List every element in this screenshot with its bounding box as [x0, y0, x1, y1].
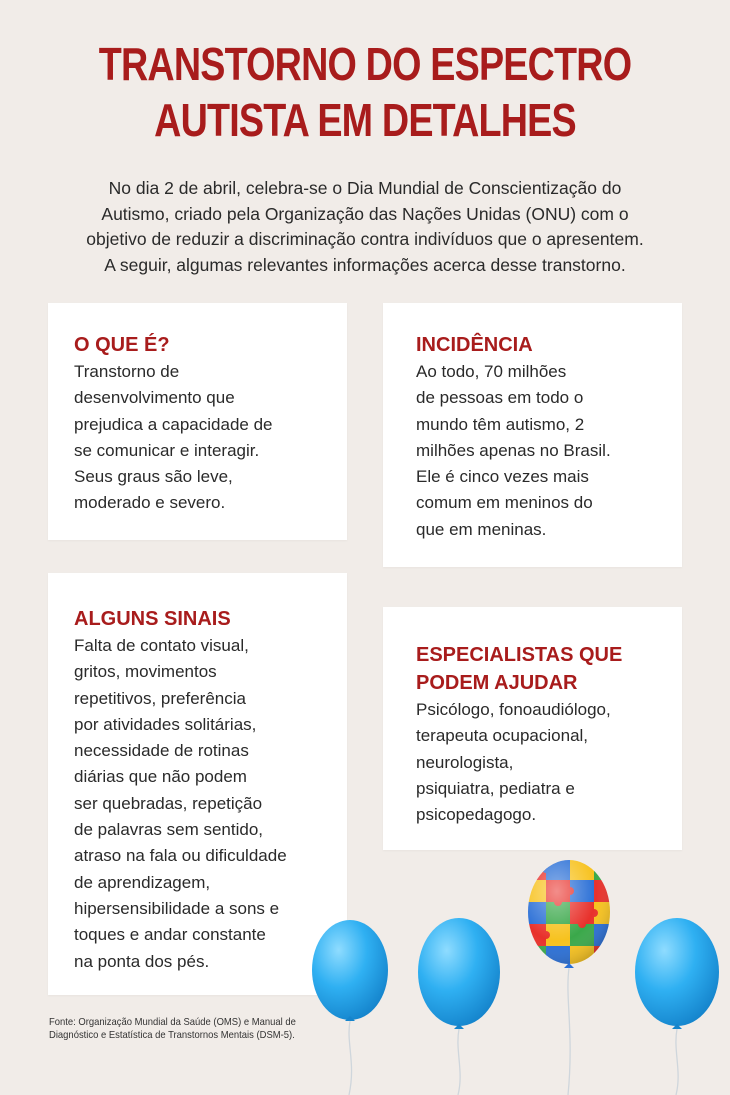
card-signs-heading: ALGUNS SINAIS — [74, 608, 231, 630]
card-incidence-line: Ao todo, 70 milhões — [416, 362, 567, 381]
intro-line: Autismo, criado pela Organização das Nações Unidas (ONU) com o — [101, 203, 629, 224]
card-what-is-line: se comunicar e interagir. — [74, 440, 260, 460]
card-signs-line: na ponta dos pés. — [74, 951, 210, 971]
card-what-is-line: Seus graus são leve, — [74, 467, 233, 487]
card-specialists-heading-2: PODEM AJUDAR — [416, 672, 578, 694]
card-specialists-line: Psicólogo, fonoaudiólogo, — [416, 700, 611, 719]
intro-line: objetivo de reduzir a discriminação contra indivíduos que o apresentem. — [86, 229, 644, 249]
card-incidence-line: comum em meninos do — [416, 493, 593, 513]
card-specialists-line: terapeuta ocupacional, — [416, 726, 589, 746]
card-signs-line: toques e andar constante — [74, 925, 266, 945]
card-specialists-heading-1: ESPECIALISTAS QUE — [416, 644, 623, 666]
card-signs-line: Falta de contato visual, — [74, 636, 249, 655]
card-incidence-line: mundo têm autismo, 2 — [416, 414, 585, 434]
card-incidence-line: Ele é cinco vezes mais — [416, 467, 589, 487]
card-signs-line: de aprendizagem, — [74, 872, 211, 892]
puzzle-balloon-icon — [522, 858, 616, 1095]
source-line-2: Diagnóstico e Estatística de Transtornos Mentais (DSM-5). — [49, 1029, 295, 1041]
card-signs-line: de palavras sem sentido, — [74, 820, 263, 840]
card-incidence-heading: INCIDÊNCIA — [416, 334, 533, 356]
page-title — [66, 36, 665, 148]
intro-line: A seguir, algumas relevantes informações acerca desse transtorno. — [104, 254, 626, 275]
card-signs-line: por atividades solitárias, — [74, 714, 257, 734]
card-what-is-heading: O QUE É? — [74, 334, 170, 356]
card-signs — [48, 573, 347, 995]
card-signs-line: hipersensibilidade a sons e — [74, 898, 280, 918]
source-line-1: Fonte: Organização Mundial da Saúde (OMS) e Manual de — [49, 1016, 296, 1028]
card-specialists-line: neurologista, — [416, 752, 514, 772]
card-signs-line: necessidade de rotinas — [74, 741, 249, 761]
card-signs-line: ser quebradas, repetição — [74, 793, 263, 813]
card-incidence-line: milhões apenas no Brasil. — [416, 440, 611, 460]
card-what-is-line: moderado e severo. — [74, 493, 226, 513]
source-note — [49, 1016, 296, 1042]
card-incidence-line: que em meninas. — [416, 519, 547, 539]
card-what-is — [48, 303, 347, 540]
card-specialists — [383, 607, 682, 850]
card-specialists-line: psiquiatra, pediatra e — [416, 778, 575, 798]
card-signs-line: diárias que não podem — [74, 767, 247, 787]
card-specialists-line: psicopedagogo. — [416, 805, 537, 825]
title-line-2: AUTISTA EM DETALHES — [154, 94, 576, 146]
title-line-1: TRANSTORNO DO ESPECTRO — [98, 38, 632, 90]
blue-balloon-icon — [630, 916, 724, 1095]
card-incidence — [383, 303, 682, 567]
blue-balloon-icon — [414, 916, 504, 1095]
intro-line: No dia 2 de abril, celebra-se o Dia Mundial de Conscientização do — [108, 178, 622, 198]
blue-balloon-icon — [308, 918, 398, 1095]
card-signs-line: repetitivos, preferência — [74, 688, 246, 708]
intro-paragraph — [40, 176, 690, 278]
card-signs-line: gritos, movimentos — [74, 662, 217, 682]
card-what-is-line: desenvolvimento que — [74, 388, 235, 408]
card-incidence-line: de pessoas em todo o — [416, 388, 584, 408]
card-what-is-line: Transtorno de — [74, 362, 180, 381]
card-signs-line: atraso na fala ou dificuldade — [74, 846, 287, 866]
card-what-is-line: prejudica a capacidade de — [74, 414, 273, 434]
